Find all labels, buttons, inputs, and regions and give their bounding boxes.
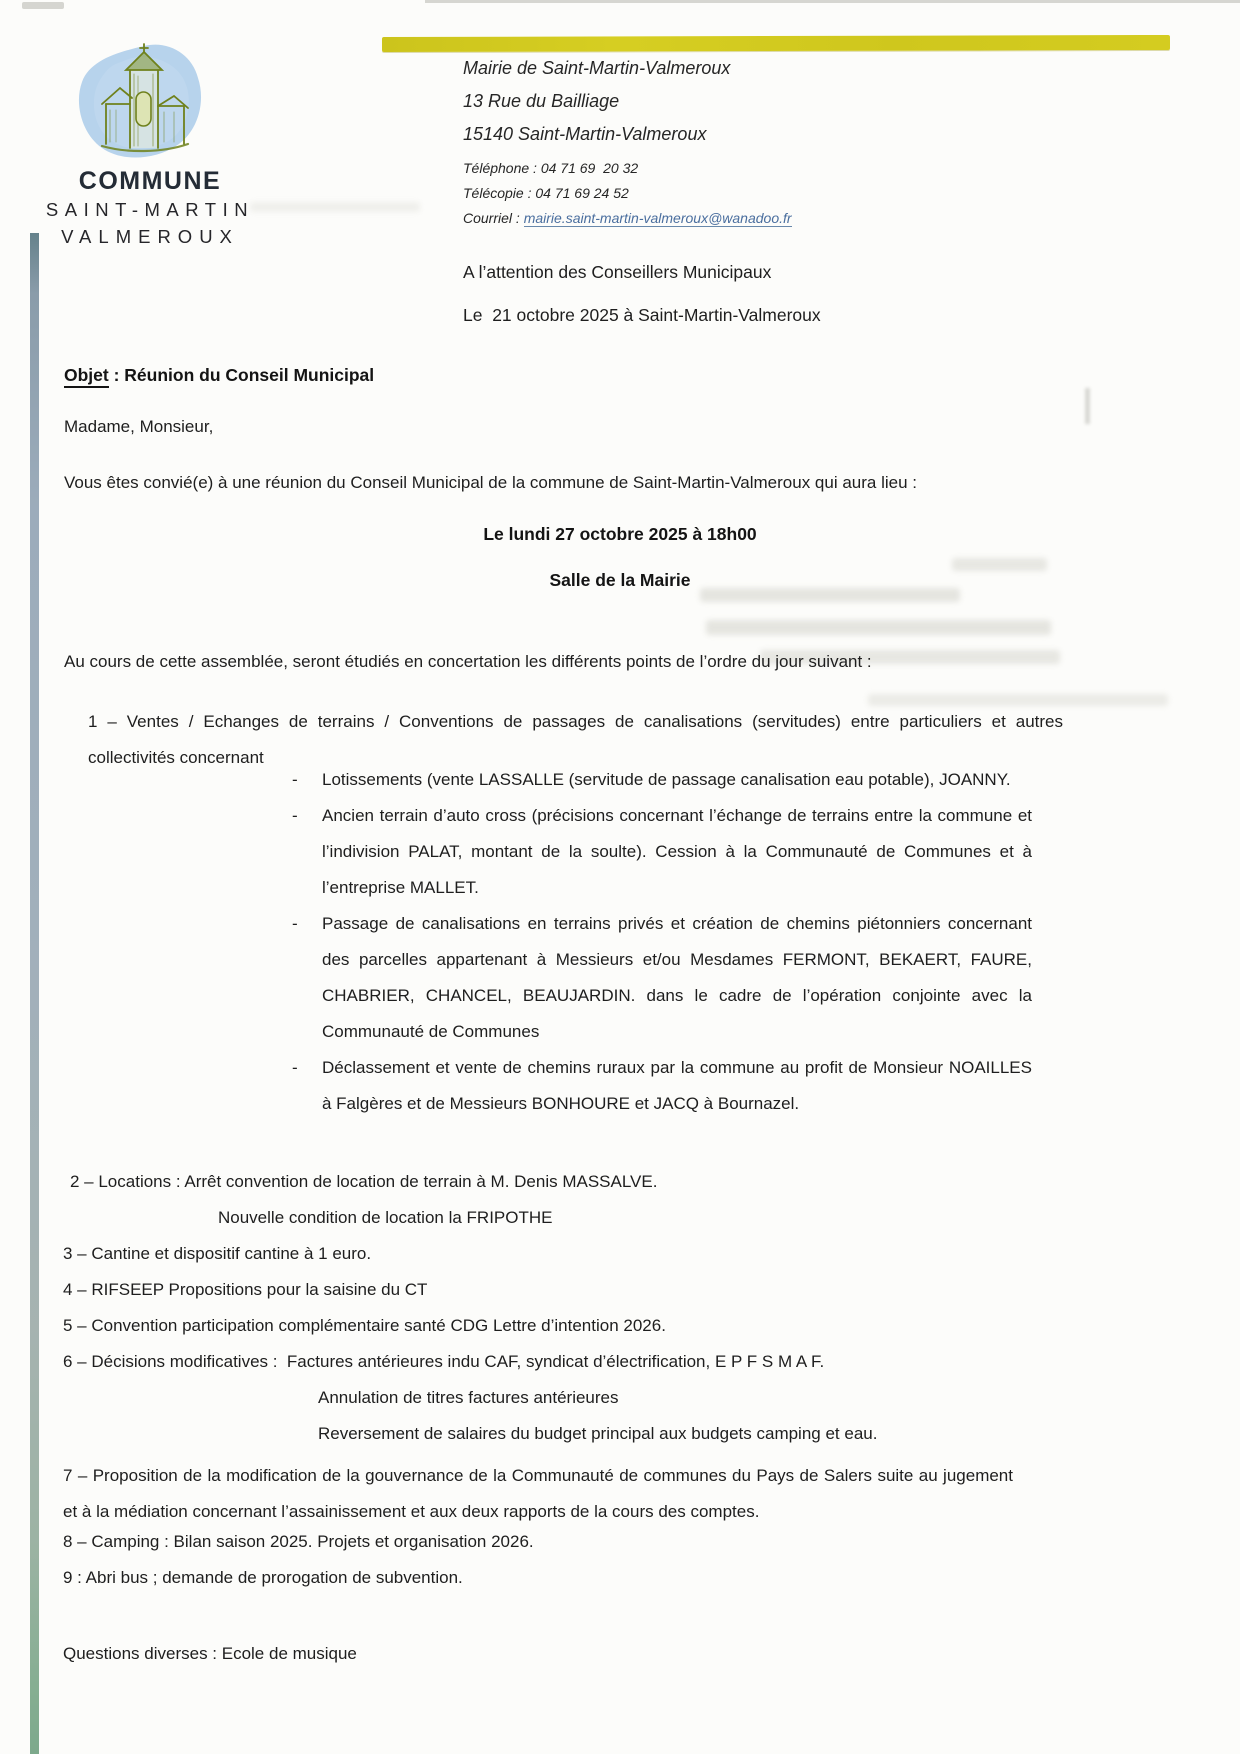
- agenda-item-5: 5 – Convention participation complémentaire santé CDG Lettre d’intention 2026.: [63, 1316, 666, 1335]
- letterhead-address-line2: 15140 Saint-Martin-Valmeroux: [463, 124, 707, 144]
- church-watercolor-logo: [66, 40, 224, 172]
- letterhead-fax: Télécopie : 04 71 69 24 52: [463, 185, 629, 201]
- bullet-dash: -: [292, 806, 298, 825]
- commune-name-line1: COMMUNE: [78, 167, 222, 195]
- scan-bleed-artifact: [250, 202, 420, 212]
- scan-artifact-mark: [1085, 388, 1090, 424]
- accent-bar: [382, 35, 1170, 52]
- email-label: Courriel :: [463, 210, 524, 226]
- date-place-line: Le 21 octobre 2025 à Saint-Martin-Valmeroux: [463, 305, 821, 325]
- agenda-item-6-sub2: Reversement de salaires du budget principal aux budgets camping et eau.: [318, 1424, 878, 1443]
- intro-paragraph: Vous êtes convié(e) à une réunion du Conseil Municipal de la commune de Saint-Martin-Valmeroux qui aura lieu :: [64, 473, 917, 492]
- scan-edge-artifact-top: [425, 0, 1240, 3]
- letterhead-phone: Téléphone : 04 71 69 20 32: [463, 160, 639, 176]
- bullet-item: [292, 762, 1050, 798]
- church-logo-icon: [66, 40, 224, 172]
- agenda-item-3: 3 – Cantine et dispositif cantine à 1 euro.: [63, 1244, 372, 1263]
- bullet-dash: -: [292, 1058, 298, 1077]
- commune-name-line3: VALMEROUX: [61, 226, 239, 247]
- agenda-item-2-sub: Nouvelle condition de location la FRIPOTHE: [218, 1208, 553, 1227]
- agenda-item-6: 6 – Décisions modificatives : Factures antérieures indu CAF, syndicat d’électrification, E P F S M A F.: [63, 1352, 825, 1371]
- attention-line: A l’attention des Conseillers Municipaux: [463, 262, 772, 282]
- agenda-item-8: 8 – Camping : Bilan saison 2025. Projets et organisation 2026.: [63, 1532, 534, 1551]
- bullet-dash: -: [292, 914, 298, 933]
- bullet-dash: -: [292, 770, 298, 789]
- subject-line: [64, 363, 374, 387]
- subject-text: : Réunion du Conseil Municipal: [108, 365, 375, 385]
- letterhead-org-name: Mairie de Saint-Martin-Valmeroux: [463, 58, 731, 78]
- bullet-text: Passage de canalisations en terrains privés et création de chemins piétonniers concernant des parcelles appartenant à Messieurs et/ou Mesdames FERMONT, BEKAERT, FAURE, CHABRIER, CHANCEL, BEAUJARDIN. dans le cadre de l’opération conjointe avec la Communauté de Communes: [322, 914, 1032, 1041]
- subject-label: Objet: [64, 365, 109, 388]
- meeting-place: Salle de la Mairie: [549, 570, 691, 590]
- salutation: Madame, Monsieur,: [64, 417, 214, 436]
- meeting-datetime: Le lundi 27 octobre 2025 à 18h00: [483, 524, 757, 544]
- agenda-item-1: 1 – Ventes / Echanges de terrains / Conventions de passages de canalisations (servitudes) entre particuliers et autres collectivités concernant: [88, 712, 1063, 767]
- agenda-item-2: 2 – Locations : Arrêt convention de location de terrain à M. Denis MASSALVE.: [70, 1172, 658, 1191]
- agenda-intro: Au cours de cette assemblée, seront étudiés en concertation les différents points de l’ordre du jour suivant :: [64, 652, 872, 671]
- agenda-item-9: 9 : Abri bus ; demande de prorogation de subvention.: [63, 1568, 463, 1587]
- letterhead-email-line: [463, 206, 1023, 231]
- email-link[interactable]: mairie.saint-martin-valmeroux@wanadoo.fr: [523, 210, 792, 226]
- scan-edge-artifact-left: [30, 233, 39, 1754]
- scan-edge-artifact-dash: [22, 2, 64, 9]
- commune-name-line2: SAINT-MARTIN: [45, 199, 255, 220]
- bullet-item: [292, 906, 1050, 1050]
- bullet-item: [292, 798, 1050, 906]
- bullet-text: Lotissements (vente LASSALLE (servitude de passage canalisation eau potable), JOANNY.: [322, 770, 1011, 789]
- agenda-item-6-sub1: Annulation de titres factures antérieures: [318, 1388, 619, 1407]
- bullet-text: Déclassement et vente de chemins ruraux par la commune au profit de Monsieur NOAILLES à Falgères et de Messieurs BONHOURE et JACQ à Bournazel.: [322, 1058, 1032, 1113]
- letterhead-address-line1: 13 Rue du Bailliage: [463, 91, 620, 111]
- agenda-item-7: 7 – Proposition de la modification de la gouvernance de la Communauté de communes du Pays de Salers suite au jugement et à la médiation concernant l’assainissement et aux deux rapports de la cours des comptes.: [63, 1466, 1013, 1521]
- agenda-item-4: 4 – RIFSEEP Propositions pour la saisine du CT: [63, 1280, 428, 1299]
- letterhead-contact-block: [463, 52, 1023, 231]
- bullet-text: Ancien terrain d’auto cross (précisions concernant l’échange de terrains entre la commune et l’indivision PALAT, montant de la soulte). Cession à la Communauté de Communes et à l’entreprise MALLET.: [322, 806, 1032, 897]
- bullet-item: [292, 1050, 1050, 1122]
- commune-wordmark: [40, 166, 260, 250]
- agenda-item-1-bullets: [292, 762, 1050, 1122]
- questions-diverses-line: Questions diverses : Ecole de musique: [63, 1644, 357, 1663]
- scan-bleed-artifact: [706, 620, 1051, 635]
